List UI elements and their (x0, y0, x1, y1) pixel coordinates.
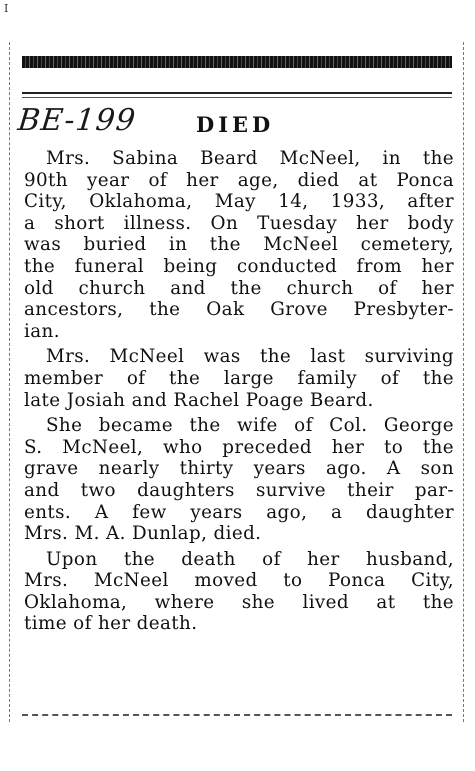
text-line: S. McNeel, who preceded her to the (24, 436, 454, 458)
handwritten-record-id: BE-199 (16, 103, 138, 138)
text-line: 90th year of her age, died at Ponca (24, 169, 454, 191)
text-line: grave nearly thirty years ago. A son (24, 458, 454, 480)
paragraph-2 (24, 346, 454, 411)
corner-mark: I (4, 2, 9, 15)
obituary-body (24, 148, 454, 639)
masthead-rule-thick (22, 56, 452, 68)
text-line: She became the wife of Col. George (46, 415, 454, 437)
text-line: Mrs. M. A. Dunlap, died. (24, 523, 262, 545)
text-line: ents. A few years ago, a daughter (24, 501, 454, 523)
text-line: and two daughters survive their par- (24, 479, 454, 501)
text-line: City, Oklahoma, May 14, 1933, after (24, 191, 454, 213)
text-line: Upon the death of her husband, (46, 548, 454, 570)
paragraph-4 (24, 549, 454, 635)
text-line: was buried in the McNeel cemetery, (24, 234, 454, 256)
header-rule (22, 92, 452, 94)
text-line: member of the large family of the (24, 367, 454, 389)
text-line: a short illness. On Tuesday her body (24, 212, 454, 234)
text-line: Mrs. McNeel was the last surviving (46, 346, 454, 368)
text-line: old church and the church of her (24, 277, 454, 299)
text-line: ancestors, the Oak Grove Presbyter- (24, 299, 454, 321)
text-line: Mrs. Sabina Beard McNeel, in the (46, 148, 454, 169)
text-line: Oklahoma, where she lived at the (24, 591, 454, 613)
text-line: ian. (24, 320, 60, 342)
paragraph-3 (24, 415, 454, 545)
header-rule-secondary (22, 97, 452, 98)
obituary-headline: DIED (196, 112, 275, 137)
footer-rule (22, 714, 452, 716)
paragraph-1 (24, 148, 454, 342)
text-line: the funeral being conducted from her (24, 255, 454, 277)
text-line: time of her death. (24, 613, 198, 635)
text-line: late Josiah and Rachel Poage Beard. (24, 389, 374, 411)
text-line: Mrs. McNeel moved to Ponca City, (24, 570, 454, 592)
